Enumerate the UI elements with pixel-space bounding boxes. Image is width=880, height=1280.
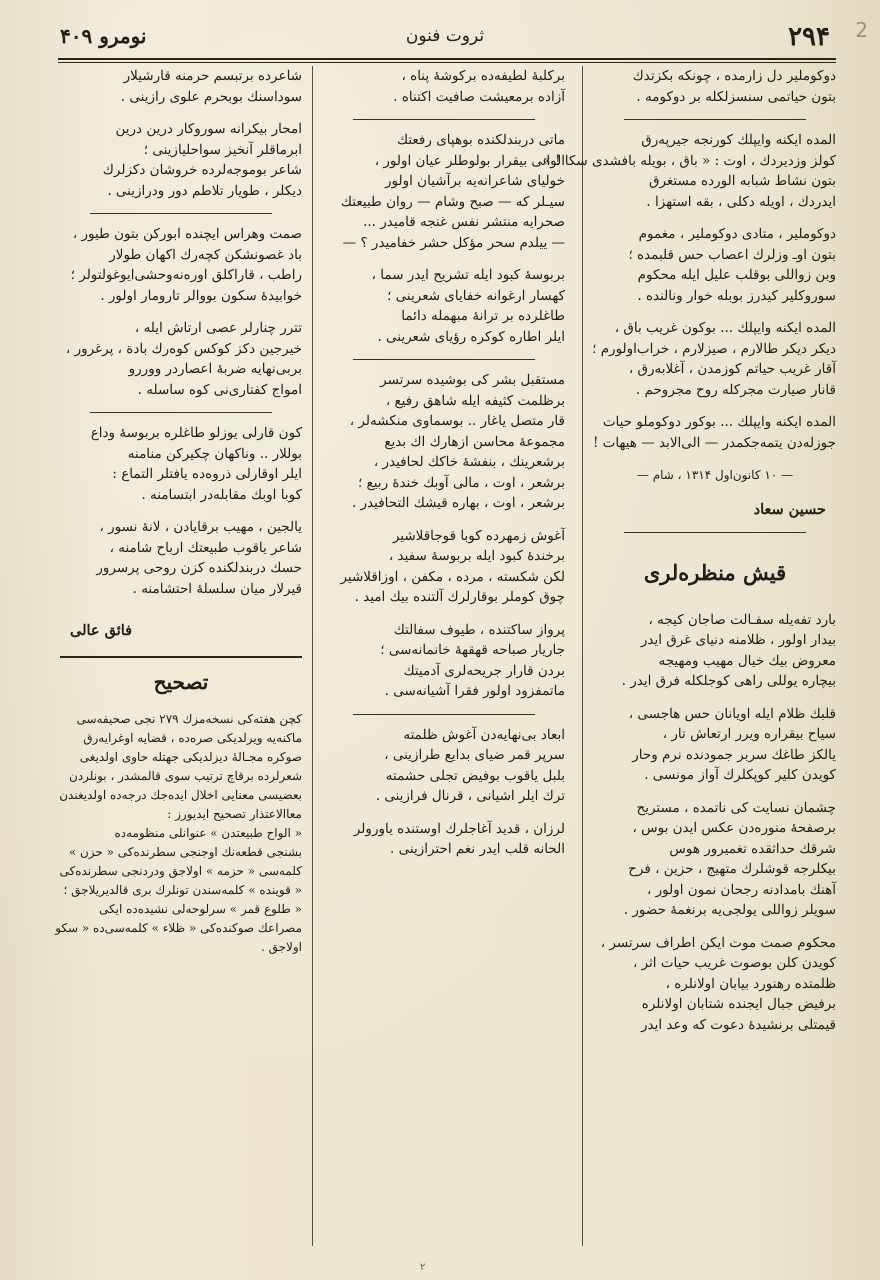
verse-line: بوللار .. وناکهان چکیرکن منامنه [127, 445, 302, 462]
verse-line: بردن قارار جریحه‌لری آدمیتك [403, 662, 565, 679]
stanza [60, 423, 302, 505]
verse-line: کویدن کلیر کوپکلرك آواز مونسی . [644, 767, 836, 783]
verse-line: تترر چنارلر عصی ارتاش ایله ، [134, 320, 302, 336]
divider [353, 714, 535, 715]
header-rule [58, 58, 836, 60]
verse-line: باد غصونشکن کچه‌رك اکهان طولار [109, 246, 302, 263]
stanza [60, 119, 302, 201]
verse-line: برخندهٔ کبود ایله بربوسهٔ سفید ، [388, 548, 565, 564]
stanza [542, 130, 836, 212]
stanza [323, 265, 565, 347]
column-divider [582, 66, 583, 1246]
verse-line: آزاده برمعیشت صافیت اکتناه . [393, 88, 565, 105]
verse-line: قلبك ظلام ایله اویانان حس هاجسی ، [628, 705, 836, 722]
verse-line: المده ایکنه وایپلك ... بوکور دوکوملو حیات [602, 414, 836, 430]
verse-line: مستقبل بشر کی بوشیده سرتسر [380, 372, 565, 388]
verse-line: شاعر یاقوب طبیعتك ارباح شامنه ، [109, 539, 302, 556]
verse-line: ایلر اوقارلی ذروه‌ده یافتلر التماع : [112, 466, 302, 482]
stanza [594, 66, 836, 107]
verse-line: ابرماقلر آنخیز سواحلیازینی ؛ [143, 141, 302, 158]
verse-line: سویلر زواللی یولجی‌یه برنغمهٔ حضور . [623, 902, 836, 918]
verse-line: المده ایکنه وایپلك کورنجه جیرپه‌رق [641, 132, 836, 148]
verse-line: خوابیدهٔ سکون بووالر تارومار اولور . [100, 287, 302, 304]
verse-line: کهسار ارغوانه خفایای شعرینی ؛ [387, 287, 565, 304]
verse-line: خیرجین دکز کوکس کوه‌رك بادة ، پرغرور ، [65, 340, 302, 357]
verse-line: دیکر دیکر طالارم ، صیزلارم ، خراب‌اولورم ؛ [592, 340, 836, 357]
verse-line: راطب ، قاراکلق اوره‌نه‌وحشی‌ایوغولتولر ؛ [70, 267, 302, 283]
verse-line: کوبا اوبك مقابله‌در ابتسامنه . [141, 486, 302, 503]
verse-line: حسك دربندلکنده کزن روحی پرسرور [96, 560, 302, 576]
stanza [323, 526, 565, 608]
verse-line: پرواز ساکتنده ، طیوف سفالتك [393, 621, 565, 638]
magazine-title: ثروت فنون [405, 26, 485, 46]
verse-line: معروض بیك خیال مهیب ومهیجه [658, 652, 836, 669]
divider [90, 412, 272, 413]
verse-line: جوزله‌دن یتمه‌جکمدر — الی‌الابد — هیهات ! [592, 434, 836, 451]
verse-line: برکلبهٔ لطیفه‌ده برکوشهٔ پناه ، [401, 68, 565, 84]
verse-line: چوق کوملر بوقارلرك آلتنده بیك امید . [354, 589, 565, 605]
verse-line: خولیای شاعرانه‌یه برآشیان اولور [385, 173, 565, 189]
column-divider [312, 66, 313, 1246]
prose-line: ماکنه‌یه ویرلدیکی صره‌ده ، قضایه اوغرایه‌رق [83, 731, 302, 745]
verse-line: آقار غریب حیاتم کوزمدن ، آغلابه‌رق ، [628, 361, 836, 377]
stanza [323, 370, 565, 514]
prose-line: « طلوع قمر » سرلوحه‌لی نشیده‌ده ایکی [99, 902, 302, 916]
divider [353, 119, 535, 120]
verse-line: سرپر قمر ضیای بدایع طرازینی ، [384, 747, 565, 763]
verse-line: امواج کفتاری‌نی کوه ساسله . [137, 381, 302, 398]
verse-line: قیمتلی برنشیدهٔ دعوت که وعد ایدر [640, 1016, 836, 1033]
verse-line: ایدردك ، اویله دکلی ، بقه استهزا . [646, 193, 836, 210]
stanza [594, 933, 836, 1036]
verse-line: الوانی بیقرار بولوطلر عیان اولور ، [374, 152, 565, 169]
verse-line: شاعرده برتبسم حرمنه قارشیلار [123, 68, 302, 84]
verse-line: قیرلار میان سلسلهٔ احتشامنه . [132, 580, 302, 597]
prose-line: کچن هفته‌کی نسخه‌مزك ۲۷۹ نجی صحیفه‌سی [76, 712, 302, 726]
footer-mark: ۲ [420, 1262, 426, 1273]
author-signature: فائق عالی [70, 622, 133, 639]
verse-line: بتون اوـ وزلرك اعصاب حس قلبمده ؛ [628, 246, 836, 263]
stanza [323, 819, 565, 860]
verse-line: کولز وزدیردك ، اوت : « باق ، بویله بافشدی‌ سکا ! » [542, 152, 836, 169]
prose-line: « الواح طبیعتدن » عنوانلی منظومه‌ده [114, 826, 302, 840]
verse-line: — ییلدم سحر مؤکل حشر خفامیدر ؟ — [342, 234, 565, 251]
verse-line: ایلر اطاره کوکره رؤیای شعرینی . [377, 328, 565, 345]
stanza [594, 224, 836, 306]
prose-line: کلمه‌سی « حزمه » اولاجق ودردنجی سطرنده‌کی [59, 864, 302, 878]
divider [353, 359, 535, 360]
author-signature: حسین سعاد [753, 500, 826, 518]
stanza [323, 725, 565, 807]
verse-line: محکوم صمت موت ایکن اطراف سرتسر ، [600, 934, 836, 951]
verse-line: ماتمفزود اولور فقرا آشیانه‌سی . [384, 683, 565, 699]
verse-line: لرزان ، قدید آغاجلرك اوستنده یاورولر [353, 820, 565, 837]
verse-line: صمت وهراس ایچنده ابورکن بتون طیور ، [72, 226, 302, 242]
stanza [323, 130, 565, 253]
stanza [594, 412, 836, 453]
header-rule-thin [58, 62, 836, 63]
stanza [594, 610, 836, 692]
divider [624, 119, 806, 120]
verse-line: برشعر ، اوت ، بهاره قیشك التحافیدر . [351, 495, 565, 511]
prose-line: اولاجق . [260, 940, 302, 954]
corner-mark: 2 [855, 18, 868, 42]
verse-line: برشعرینك ، بنفشهٔ خاکك لحافیدر ، [373, 454, 565, 470]
verse-line: شرقك حداثقده تغمیرور هوس [669, 840, 836, 857]
prose-line: معاالاعتذار تصحیح ایدیورز : [167, 807, 302, 821]
section-title: تصحیح [153, 669, 209, 694]
issue-number: نومرو ۴۰۹ [60, 24, 147, 48]
verse-line: ابعاد بی‌نهایه‌دن آغوش ظلمته [403, 726, 565, 743]
verse-line: دیکلر ، طویار تلاطم دور ودرازینی . [107, 182, 302, 199]
stanza [60, 224, 302, 306]
verse-line: یالکز طاغك سربر جمودنده نرم وحار [632, 746, 836, 763]
verse-line: آغوش زمهرده کوبا قوجاقلاشیر [392, 527, 565, 544]
prose-line: بشنجی قطعه‌نك اوجنجی سطرنده‌کی « حزن » [68, 845, 302, 859]
verse-line: بلبل یاقوب بوفیض تجلی حشمته [385, 767, 565, 784]
prose-line: صوکره مجـالهٔ دیزلدیکی جهتله حاوی اولدیغی [79, 750, 302, 764]
verse-line: سیـلر که — صبح وشام — روان طبیعتك [340, 193, 565, 210]
prose-line: مصراعك صوکنده‌کی « ظلاء » کلمه‌سی‌ده « سکو [55, 921, 302, 935]
prose-line: « قوینده » کلمه‌سندن تونلرك بری قالدیریلاجق ؛ [63, 883, 302, 897]
page-number: ۲۹۴ [788, 22, 830, 52]
divider [60, 656, 302, 658]
verse-line: آهنك بامدادنه رجحان نمون اولور ، [646, 881, 836, 898]
verse-line: بیکلرجه قوشلرك متهیج ، حزین ، فرح [628, 861, 836, 877]
stanza [323, 620, 565, 702]
verse-line: لکن شکسته ، مرده ، مکفن ، اوزاقلاشیر [340, 568, 565, 585]
stanza [60, 66, 302, 107]
verse-line: بارد تفه‌یله سفـالت صاجان کیجه ، [648, 611, 836, 628]
verse-line: بیچاره یوللی راهی کوجلکله فرق ایدر . [621, 673, 836, 689]
verse-line: برفیض جبال ایجنده شتابان اولانلره [641, 996, 836, 1012]
verse-line: ترك ایلر اشیانی ، قرنال فرازینی . [375, 788, 565, 804]
verse-line: صحرایه منتشر نفس غنجه قامیدر ... [363, 214, 565, 230]
verse-line: یالجین ، مهیب برقایادن ، لانهٔ نسور ، [99, 519, 302, 535]
verse-line: مجموعهٔ محاسن ازهارك اك بدیع [384, 433, 565, 450]
verse-line: قار متصل یاغار .. بوسماوی منکشه‌لر ، [349, 413, 565, 429]
verse-line: بربوسهٔ کبود ایله تشریح ایدر سما ، [371, 267, 565, 283]
verse-line: بتون نشاط شبابه‌ الورده مستغرق [648, 173, 836, 189]
verse-line: الحانه قلب ایدر نغم احترازینی . [390, 841, 565, 857]
poem-title: قیش منظره‌لری [643, 560, 787, 585]
verse-line: کویدن کلن بوصوت غریب حیات اثر ، [632, 955, 836, 971]
verse-line: طاغلرده بر ترانهٔ مبهمله دائما [401, 308, 565, 324]
verse-line: جاریار صباحه قهقههٔ خانمانه‌سی ؛ [380, 642, 565, 658]
divider [90, 213, 272, 214]
verse-line: چشمان نسایت کی ناتمده ، مستریح [636, 799, 836, 816]
verse-line: قانار صیارت مجرکله روح مجروحم . [635, 381, 836, 398]
verse-line: سوروکلیر کیدرز بوبله خوار ونالنده . [637, 287, 836, 304]
column-right [542, 66, 836, 1246]
correction-text [55, 710, 302, 957]
verse-line: دوکوملیر دل زارمده ، چونکه بکزتدك [632, 68, 836, 84]
stanza [60, 517, 302, 599]
divider [624, 532, 806, 533]
page-header [60, 22, 830, 52]
verse-line: وبن زواللی بوقلب علیل ایله محکوم [637, 267, 836, 283]
prose-line: شعرلرده برقاچ ترتیب سوی قالمشدر ، بونلردن [69, 769, 302, 783]
verse-line: المده ایکنه وایپلك ... بوکون غریب باق ، [614, 320, 836, 336]
verse-line: برصفحهٔ منوره‌دن عکس ایدن بوس ، [632, 820, 836, 836]
verse-line: امحار بیکرانه سوروکار درین درین [115, 121, 302, 137]
verse-line: برشعر ، اوت ، مالی آوبك خندهٔ ربیع ؛ [357, 474, 565, 491]
column-left [55, 66, 302, 1246]
verse-line: کون قارلی یوزلو طاغلره بربوسهٔ وداع [90, 425, 302, 441]
verse-line: سوداسنك بوبحرم علوی رازینی . [120, 88, 302, 105]
verse-line: برظلمت کثیفه ایله شاهق رفیع ، [385, 392, 565, 409]
verse-line: شاعر بوموجه‌لرده خروشان دکزلرك [102, 162, 302, 178]
stanza [594, 798, 836, 921]
column-middle [323, 66, 565, 1246]
poem-date: — ۱۰ کانون‌اول ۱۳۱۴ ، شام — [636, 468, 794, 482]
stanza [60, 318, 302, 400]
stanza [323, 66, 565, 107]
verse-line: بیدار اولور ، ظلامنه دنیای غرق ایدر [640, 632, 836, 648]
prose-line: بعضیسی معنایی اخلال ایده‌جك درجه‌ده اولدیغندن [59, 788, 302, 802]
verse-line: بربی‌نهایه ضربهٔ اعصاردر ووررو [128, 361, 302, 377]
stanza [594, 318, 836, 400]
verse-line: ماتی دربندلکنده بوهپای رفعتك [396, 132, 565, 148]
verse-line: سیاح بیقراره ویرر ارتعاش تار ، [662, 726, 836, 742]
verse-line: ظلمتده رهنورد بیابان اولانلره ، [665, 975, 836, 992]
stanza [594, 704, 836, 786]
verse-line: بتون حیاتمی سنسزلکله بر دوکومه . [636, 88, 836, 105]
verse-line: دوکوملیر ، متادی دوکوملیر ، مغموم [638, 226, 836, 242]
